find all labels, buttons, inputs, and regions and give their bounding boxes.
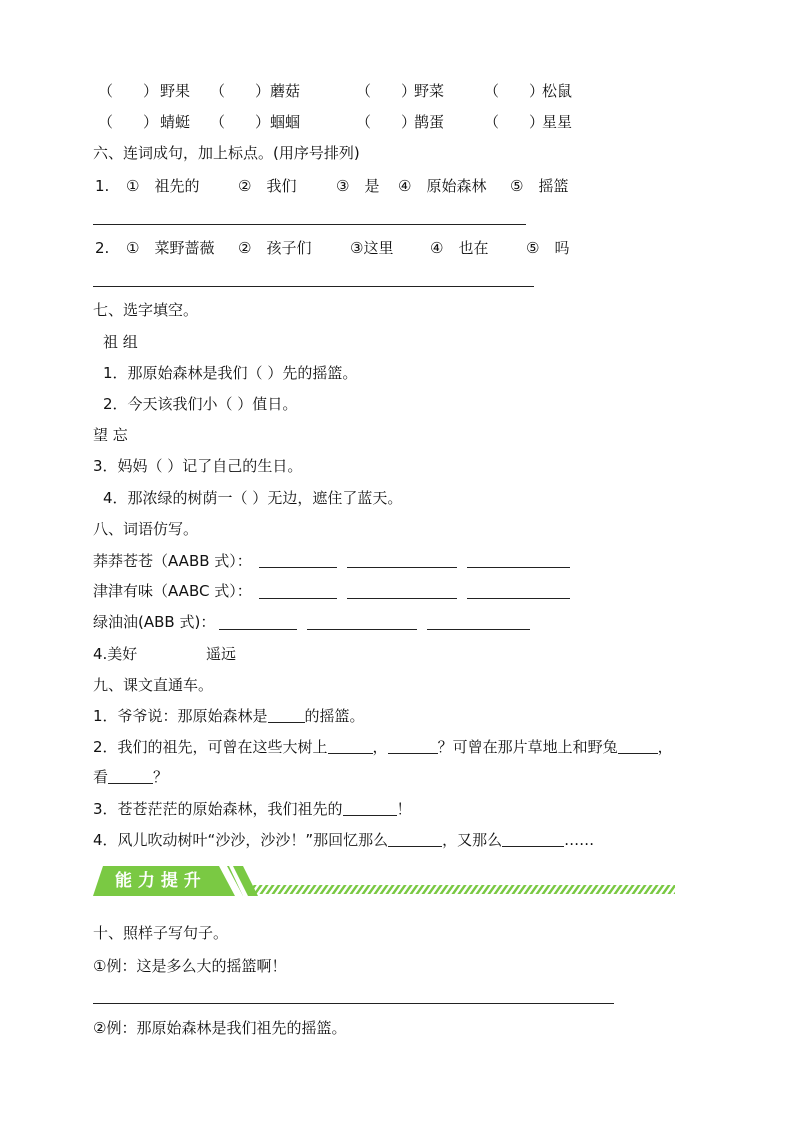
answer-line[interactable] xyxy=(93,1003,614,1004)
fill-blank[interactable] xyxy=(268,722,305,723)
answer-line[interactable] xyxy=(307,629,417,630)
answer-line[interactable] xyxy=(467,598,570,599)
text: 3．苍苍茫茫的原始森林，我们祖先的 xyxy=(93,800,343,818)
word-option: ⑤ 摇篮 xyxy=(510,177,569,195)
text: 的摇篮。 xyxy=(304,707,365,725)
word-option: ⑤ 吗 xyxy=(526,239,570,257)
fill-q4: 4．那浓绿的树荫一（ ）无边，遮住了蓝天。 xyxy=(103,489,403,507)
text: 1．爷爷说：那原始森林是 xyxy=(93,707,268,725)
text: ！ xyxy=(396,800,412,818)
recall-q1 xyxy=(93,707,365,725)
answer-line[interactable] xyxy=(467,567,570,568)
question-number: 1. xyxy=(95,177,110,195)
fill-blank[interactable] xyxy=(388,753,438,754)
word: 鹊蛋 xyxy=(414,113,445,131)
blank-paren[interactable]: （ ） xyxy=(98,82,159,100)
text: …… xyxy=(564,831,595,849)
answer-line[interactable] xyxy=(93,224,526,225)
section-8-title: 八、词语仿写。 xyxy=(93,520,199,538)
word: 松鼠 xyxy=(542,82,573,100)
fill-q2: 2．今天该我们小（ ）值日。 xyxy=(103,395,298,413)
section-9-title: 九、课文直通车。 xyxy=(93,676,214,694)
imitate-abb-label: 绿油油(ABB 式)： xyxy=(93,613,216,631)
antonym-word-2: 遥远 xyxy=(206,645,237,663)
word-option: ① 祖先的 xyxy=(126,177,200,195)
answer-line[interactable] xyxy=(219,629,297,630)
text: ？ xyxy=(153,768,169,786)
banner-hatch-band xyxy=(253,885,675,894)
answer-line[interactable] xyxy=(347,598,457,599)
text: 看 xyxy=(93,768,109,786)
text: ， xyxy=(372,738,388,756)
blank-paren[interactable]: （ ） xyxy=(356,82,417,100)
text: ？可曾在那片草地上和野兔 xyxy=(437,738,618,756)
blank-paren[interactable]: （ ） xyxy=(356,113,417,131)
word: 野菜 xyxy=(414,82,445,100)
fill-q1: 1．那原始森林是我们（ ）先的摇篮。 xyxy=(103,364,358,382)
recall-q4 xyxy=(93,831,594,849)
word: 蘑菇 xyxy=(270,82,301,100)
fill-blank[interactable] xyxy=(108,783,153,784)
word: 星星 xyxy=(542,113,573,131)
blank-paren[interactable]: （ ） xyxy=(210,82,271,100)
word-option: ③ 是 xyxy=(336,177,380,195)
word: 野果 xyxy=(160,82,191,100)
word: 蜻蜓 xyxy=(160,113,191,131)
blank-paren[interactable]: （ ） xyxy=(484,82,545,100)
answer-line[interactable] xyxy=(259,598,337,599)
char-group-1: 祖 组 xyxy=(103,333,138,351)
section-7-title: 七、选字填空。 xyxy=(93,301,199,319)
answer-line[interactable] xyxy=(93,286,534,287)
antonym-word-1: 4.美好 xyxy=(93,645,138,663)
word: 蝈蝈 xyxy=(270,113,301,131)
word-option: ④ 原始森林 xyxy=(398,177,487,195)
blank-paren[interactable]: （ ） xyxy=(210,113,271,131)
word-option: ② 我们 xyxy=(238,177,297,195)
fill-blank[interactable] xyxy=(328,753,373,754)
answer-line[interactable] xyxy=(427,629,530,630)
blank-paren[interactable]: （ ） xyxy=(98,113,159,131)
text: ，又那么 xyxy=(442,831,503,849)
recall-q2 xyxy=(93,738,673,756)
fill-blank[interactable] xyxy=(388,846,442,847)
fill-q3: 3．妈妈（ ）记了自己的生日。 xyxy=(93,457,303,475)
recall-q3 xyxy=(93,800,412,818)
text: ， xyxy=(657,738,673,756)
fill-blank[interactable] xyxy=(502,846,564,847)
ability-banner xyxy=(93,866,683,904)
word-option: ③这里 xyxy=(350,239,394,257)
section-10-title: 十、照样子写句子。 xyxy=(93,924,229,942)
example-1: ①例：这是多么大的摇篮啊！ xyxy=(93,957,287,975)
answer-line[interactable] xyxy=(259,567,337,568)
answer-line[interactable] xyxy=(347,567,457,568)
text: 2．我们的祖先，可曾在这些大树上 xyxy=(93,738,328,756)
fill-blank[interactable] xyxy=(618,753,658,754)
word-option: ② 孩子们 xyxy=(238,239,312,257)
question-number: 2. xyxy=(95,239,110,257)
recall-q2-cont xyxy=(93,768,168,786)
word-option: ① 菜野蔷薇 xyxy=(126,239,215,257)
imitate-aabb-label: 莽莽苍苍（AABB 式）： xyxy=(93,552,252,570)
example-2: ②例：那原始森林是我们祖先的摇篮。 xyxy=(93,1019,347,1037)
banner-label: 能 力 提 升 xyxy=(115,871,201,891)
text: 4．风儿吹动树叶“沙沙，沙沙！”那回忆那么 xyxy=(93,831,389,849)
char-group-2: 望 忘 xyxy=(93,426,128,444)
blank-paren[interactable]: （ ） xyxy=(484,113,545,131)
section-6-title: 六、连词成句，加上标点。(用序号排列) xyxy=(93,144,360,162)
imitate-aabc-label: 津津有味（AABC 式）： xyxy=(93,582,252,600)
word-option: ④ 也在 xyxy=(430,239,489,257)
fill-blank[interactable] xyxy=(343,815,397,816)
